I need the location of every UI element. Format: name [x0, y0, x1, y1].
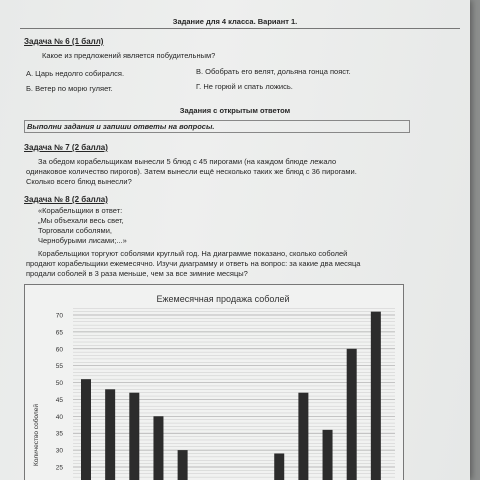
chart-bar [178, 450, 188, 480]
sales-chart [24, 284, 404, 480]
y-tick-label: 50 [55, 380, 63, 388]
task8-title: Задача № 8 (2 балла) [24, 195, 108, 204]
sales-chart-svg [25, 285, 403, 480]
chart-bar [105, 389, 115, 480]
y-tick-label: 45 [55, 396, 63, 404]
task6-option-v: В. Обобрать его велят, дольяна гонца пояст. [196, 67, 351, 76]
y-tick-label: 65 [55, 329, 63, 337]
y-tick-label: 55 [55, 363, 63, 371]
task6-option-a: А. Царь недолго собирался. [26, 69, 125, 78]
task8-text [26, 249, 411, 279]
task8-poem [38, 206, 423, 246]
task6-option-b: Б. Ветер по морю гуляет. [26, 84, 113, 93]
chart-bar [298, 393, 308, 480]
chart-title: Ежемесячная продажа соболей [156, 294, 290, 304]
poem-line: Чернобурыми лисами;...» [38, 236, 127, 245]
chart-bar [81, 379, 91, 480]
chart-y-axis-label: Количество соболей [33, 404, 40, 466]
y-tick-label: 40 [55, 413, 63, 421]
chart-bar [371, 312, 381, 480]
poem-line: Торговали соболями, [38, 226, 112, 235]
chart-bar [129, 393, 139, 480]
task8-line: Корабельщики торгуют соболями круглый год. На диаграмме показано, сколько соболей [38, 249, 348, 258]
open-section-title: Задания с открытым ответом [179, 106, 291, 115]
y-tick-label: 30 [55, 447, 63, 455]
task6-title: Задача № 6 (1 балл) [24, 37, 104, 46]
y-tick-label: 25 [55, 464, 63, 472]
task8-line: продали соболей в 3 раза меньше, чем за все зимние месяцы? [26, 269, 248, 278]
page-header: Задание для 4 класса. Вариант 1. [172, 17, 298, 26]
task6-option-g: Г. Не горюй и спать ложись. [196, 82, 293, 91]
task7-title: Задача № 7 (2 балла) [24, 143, 108, 152]
y-tick-label: 60 [55, 346, 63, 354]
task7-line: одинаковое количество пирогов). Затем вынесли ещё несколько таких же блюд с 36 пирогами. [26, 167, 357, 176]
y-tick-label: 35 [55, 430, 63, 438]
poem-line: „Мы объехали весь свет, [38, 216, 124, 225]
task7-line: Сколько всего блюд вынесли? [26, 177, 132, 186]
chart-bar [323, 430, 333, 480]
task8-line: продают корабельщики ежемесячно. Изучи диаграмму и ответь на вопрос: за какие два месяца [26, 259, 361, 268]
chart-bar [347, 349, 357, 480]
task6-question: Какое из предложений является побудительным? [42, 51, 216, 60]
chart-bar [274, 453, 284, 480]
y-tick-label: 70 [55, 312, 63, 320]
open-section-instruction: Выполни задания и запиши ответы на вопросы. [24, 120, 410, 133]
header-divider [20, 28, 460, 29]
poem-line: «Корабельщики в ответ: [38, 206, 123, 215]
task7-line: За обедом корабельщикам вынесли 5 блюд с 45 пирогами (на каждом блюде лежало [38, 157, 337, 166]
task7-text [26, 157, 411, 187]
chart-bar [153, 416, 163, 480]
